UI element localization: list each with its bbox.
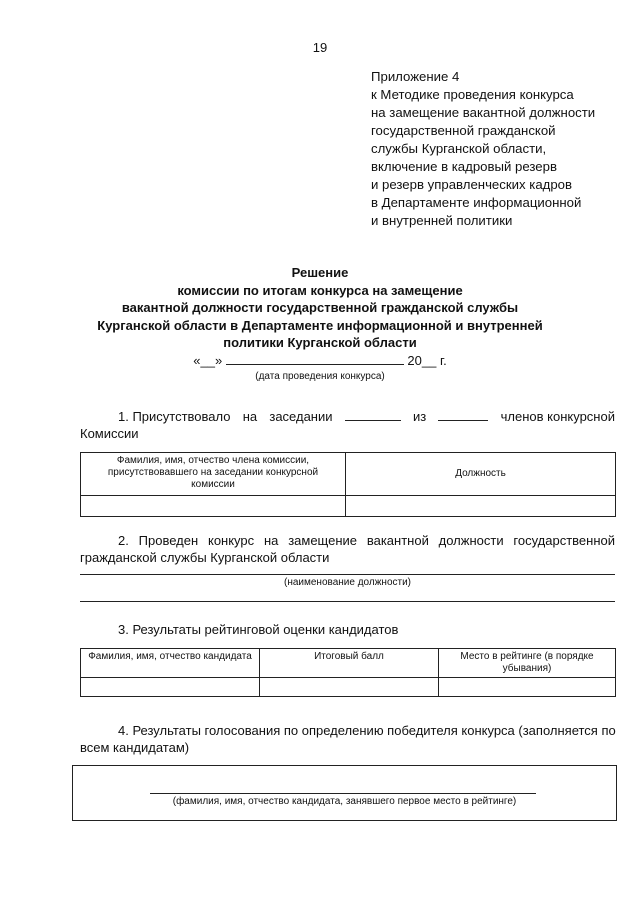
section4-line1: 4. Результаты голосования по определению победителя конкурса (заполняется по bbox=[118, 723, 616, 738]
appendix-line: и резерв управленческих кадров bbox=[371, 177, 573, 192]
winner-name-line[interactable] bbox=[150, 793, 536, 794]
total-count-field[interactable] bbox=[438, 408, 488, 421]
section1-word: из bbox=[412, 409, 427, 424]
decision-title-line: Курганской области в Департаменте информационной и внутренней bbox=[97, 317, 543, 333]
date-year: 20__ г. bbox=[403, 353, 447, 368]
position-name-line[interactable] bbox=[80, 574, 615, 575]
section1-word: членов конкурсной bbox=[500, 409, 615, 424]
table-cell[interactable] bbox=[260, 678, 439, 697]
table-header-cell: Должность bbox=[346, 453, 616, 496]
section2-word: замещение bbox=[288, 533, 358, 548]
table-cell[interactable] bbox=[439, 678, 616, 697]
decision-title bbox=[0, 264, 640, 352]
appendix-line: Приложение 4 bbox=[371, 69, 460, 84]
decision-title-line: комиссии по итогам конкурса на замещение bbox=[177, 282, 463, 298]
section1-word: на bbox=[242, 409, 258, 424]
table-row bbox=[81, 496, 616, 517]
table-cell[interactable] bbox=[81, 678, 260, 697]
table-cell[interactable] bbox=[81, 496, 346, 517]
table-header-cell: Место в рейтинге (в порядке убывания) bbox=[439, 649, 616, 678]
table-row bbox=[81, 678, 616, 697]
date-day: «__» bbox=[193, 353, 226, 368]
appendix-line: на замещение вакантной должности bbox=[371, 105, 596, 120]
decision-title-line: Решение bbox=[291, 265, 349, 280]
table-cell[interactable] bbox=[346, 496, 616, 517]
rating-table bbox=[80, 648, 616, 697]
date-line bbox=[0, 353, 640, 368]
present-count-field[interactable] bbox=[345, 408, 401, 421]
appendix-header bbox=[371, 68, 595, 230]
date-caption: (дата проведения конкурса) bbox=[255, 371, 385, 382]
section2-word: вакантной bbox=[366, 533, 429, 548]
table-header-row bbox=[81, 453, 616, 496]
section1-word: заседании bbox=[269, 409, 333, 424]
section2-word: государственной bbox=[513, 533, 615, 548]
section2-line2: гражданской службы Курганской области bbox=[80, 550, 330, 565]
appendix-line: и внутренней политики bbox=[371, 213, 513, 228]
section2-word: Проведен bbox=[138, 533, 199, 548]
section2-line1 bbox=[118, 532, 615, 549]
decision-title-line: политики Курганской области bbox=[223, 335, 417, 350]
section1-line1 bbox=[118, 408, 615, 425]
section3-title: 3. Результаты рейтинговой оценки кандидатов bbox=[118, 622, 399, 637]
appendix-line: службы Курганской области, bbox=[371, 141, 547, 156]
position-name-line-2[interactable] bbox=[80, 601, 615, 602]
section4-line2: всем кандидатам) bbox=[80, 740, 190, 755]
table-header-row bbox=[81, 649, 616, 678]
section1-line2: Комиссии bbox=[80, 426, 139, 441]
winner-caption: (фамилия, имя, отчество кандидата, занявшего первое место в рейтинге) bbox=[172, 796, 517, 807]
section1-word: 1. Присутствовало bbox=[118, 409, 231, 424]
commission-members-table bbox=[80, 452, 616, 517]
date-month-field[interactable] bbox=[226, 353, 404, 365]
table-header-cell: Итоговый балл bbox=[260, 649, 439, 678]
page-number: 19 bbox=[312, 40, 328, 55]
appendix-line: к Методике проведения конкурса bbox=[371, 87, 574, 102]
section2-word: должности bbox=[438, 533, 504, 548]
appendix-line: государственной гражданской bbox=[371, 123, 556, 138]
appendix-line: включение в кадровый резерв bbox=[371, 159, 557, 174]
section2-word: на bbox=[263, 533, 279, 548]
section2-word: конкурс bbox=[207, 533, 255, 548]
decision-title-line: вакантной должности государственной гражданской службы bbox=[121, 300, 519, 315]
table-header-cell: Фамилия, имя, отчество кандидата bbox=[81, 649, 260, 678]
position-name-caption: (наименование должности) bbox=[283, 577, 411, 588]
appendix-line: в Департаменте информационной bbox=[371, 195, 582, 210]
table-header-cell: Фамилия, имя, отчество члена комиссии, присутствовавшего на заседании конкурсной комиссии bbox=[81, 453, 346, 496]
section2-word: 2. bbox=[118, 533, 129, 548]
